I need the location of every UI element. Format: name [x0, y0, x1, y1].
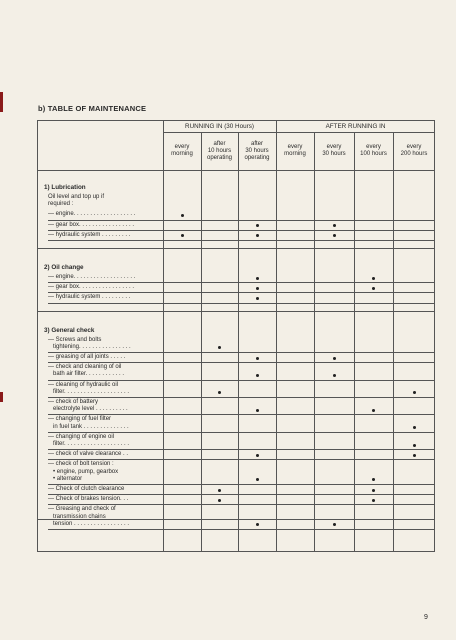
check-mark: [256, 277, 259, 280]
row-rule: [48, 529, 435, 530]
maintenance-item: — check of valve clearance . .: [48, 451, 129, 458]
check-mark: [181, 234, 184, 237]
column-header: every 200 hours: [400, 144, 428, 157]
row-rule: [48, 362, 435, 363]
column-rule: [201, 132, 202, 552]
maintenance-item: — check of battery electrolyte level . . . . . . . . . .: [48, 399, 128, 413]
check-mark: [372, 409, 375, 412]
maintenance-item: — changing of engine oil filter. . . . . . . . . . . . . . . . . . . .: [48, 433, 130, 447]
row-rule: [48, 282, 435, 283]
check-mark: [256, 409, 259, 412]
check-mark: [218, 499, 221, 502]
check-mark: [256, 523, 259, 526]
check-mark: [372, 489, 375, 492]
row-rule: [48, 459, 435, 460]
column-header: after 10 hours operating: [206, 140, 233, 161]
maintenance-item: Oil level and top up if required :: [48, 194, 105, 208]
check-mark: [218, 346, 221, 349]
row-rule: [48, 432, 435, 433]
column-header: every morning: [284, 144, 306, 157]
row-rule: [48, 449, 435, 450]
row-rule: [48, 352, 435, 353]
section-heading: 2) Oil change: [44, 264, 84, 271]
maintenance-item: — changing of fuel filter in fuel tank . . . . . . . . . . . . . .: [48, 416, 129, 430]
check-mark: [333, 374, 336, 377]
check-mark: [256, 297, 259, 300]
column-rule: [238, 132, 239, 552]
row-rule: [48, 504, 435, 505]
check-mark: [256, 357, 259, 360]
check-mark: [218, 391, 221, 394]
check-mark: [333, 234, 336, 237]
maintenance-item: — check of bolt tension : • engine, pump, gearbox • alternator: [48, 461, 119, 482]
maintenance-item: — greasing of all joints . . . . .: [48, 354, 126, 360]
column-rule: [354, 132, 355, 552]
maintenance-item: — Greasing and check of transmission chains tension . . . . . . . . . . . . . . . . .: [48, 506, 130, 527]
column-header: every 30 hours: [322, 144, 346, 157]
check-mark: [413, 426, 416, 429]
maintenance-item: — check and cleaning of oil bath air filter. . . . . . . . . . . .: [48, 364, 125, 378]
column-rule: [314, 132, 315, 552]
maintenance-item: — gear box. . . . . . . . . . . . . . . . .: [48, 221, 135, 228]
group-header-after-running-in: AFTER RUNNING IN: [325, 123, 386, 130]
check-mark: [181, 214, 184, 217]
check-mark: [413, 391, 416, 394]
header-bottom-rule: [38, 170, 435, 171]
maintenance-item: — engine. . . . . . . . . . . . . . . . . . .: [48, 211, 136, 218]
maintenance-item: — cleaning of hydraulic oil filter. . . . . . . . . . . . . . . . . . . .: [48, 381, 130, 395]
maintenance-item: — Check of clutch clearance: [48, 486, 125, 492]
section-rule: [38, 311, 435, 312]
maintenance-item: — gear box. . . . . . . . . . . . . . . . .: [48, 284, 135, 291]
column-header: after 30 hours operating: [244, 140, 270, 161]
group-header-rule: [163, 132, 435, 133]
check-mark: [413, 444, 416, 447]
binding-mark: [0, 92, 3, 112]
row-rule: [48, 380, 435, 381]
check-mark: [256, 374, 259, 377]
group-header-running-in: RUNNING IN (30 Hours): [185, 123, 254, 130]
row-rule: [48, 292, 435, 293]
section-heading: 3) General check: [44, 326, 95, 334]
check-mark: [256, 454, 259, 457]
row-rule: [48, 397, 435, 398]
row-rule: [48, 220, 435, 221]
section-title: b) TABLE OF MAINTENANCE: [38, 104, 147, 113]
row-rule: [48, 230, 435, 231]
row-rule: [48, 414, 435, 415]
section-heading: 1) Lubrication: [44, 184, 86, 191]
maintenance-item: — hydraulic system . . . . . . . . .: [48, 231, 131, 238]
row-rule: [48, 494, 435, 495]
check-mark: [333, 224, 336, 227]
check-mark: [413, 454, 416, 457]
check-mark: [372, 287, 375, 290]
check-mark: [372, 478, 375, 481]
column-rule: [393, 132, 394, 552]
check-mark: [218, 489, 221, 492]
check-mark: [256, 234, 259, 237]
check-mark: [256, 287, 259, 290]
label-column-rule: [163, 121, 164, 552]
column-header: every 100 hours: [360, 144, 387, 157]
row-rule: [48, 303, 435, 304]
maintenance-item: — Screws and bolts tightening. . . . . . . . . . . . . . . .: [48, 336, 131, 350]
check-mark: [372, 499, 375, 502]
column-header: every morning: [171, 144, 193, 157]
maintenance-item: — Check of brakes tension. . .: [48, 496, 129, 503]
check-mark: [333, 523, 336, 526]
check-mark: [372, 277, 375, 280]
row-rule: [48, 484, 435, 485]
column-rule: [276, 121, 277, 552]
check-mark: [333, 357, 336, 360]
maintenance-item: — engine. . . . . . . . . . . . . . . . . . .: [48, 274, 136, 280]
section-rule: [38, 248, 435, 249]
page-number: 9: [424, 614, 428, 621]
check-mark: [256, 224, 259, 227]
row-rule: [48, 240, 435, 241]
binding-mark: [0, 392, 3, 402]
check-mark: [256, 478, 259, 481]
maintenance-table: [37, 120, 435, 552]
maintenance-item: — hydraulic system . . . . . . . . .: [48, 294, 131, 301]
